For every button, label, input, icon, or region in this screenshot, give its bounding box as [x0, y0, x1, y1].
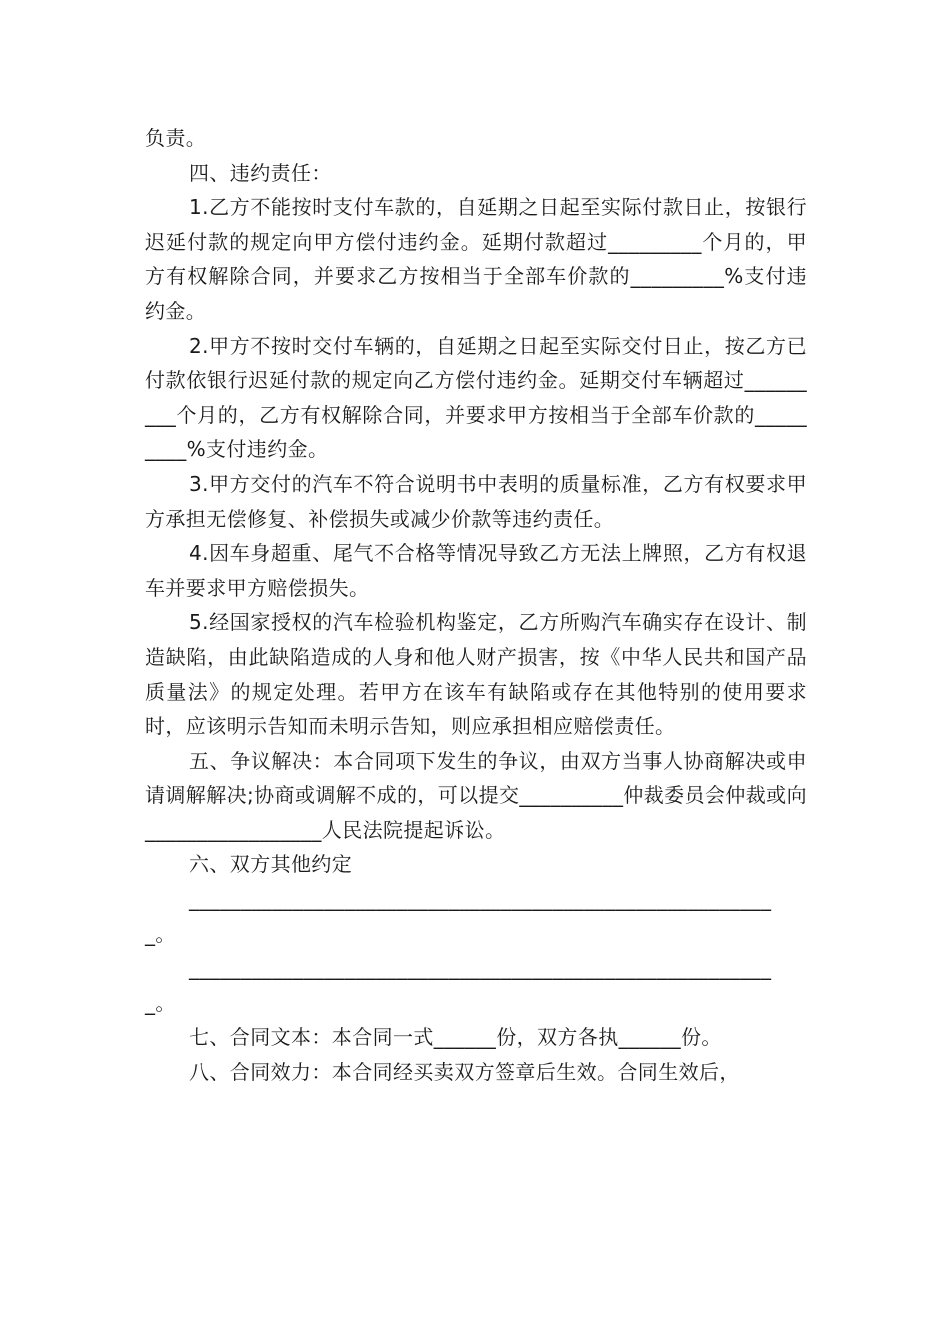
- clause-3-quality-standard: 3.甲方交付的汽车不符合说明书中表明的质量标准，乙方有权要求甲方承担无偿修复、补偿损失或减少价款等违约责任。: [145, 471, 807, 531]
- blank-line-2-end: _。: [145, 990, 176, 1015]
- section-contract-effect: 八、合同效力：本合同经买卖双方签章后生效。合同生效后，: [189, 1060, 740, 1085]
- blank-line-1-end: _。: [145, 921, 176, 946]
- clause-5-design-defect: 5.经国家授权的汽车检验机构鉴定，乙方所购汽车确实存在设计、制造缺陷，由此缺陷造成的人身和他人财产损害，按《中华人民共和国产品质量法》的规定处理。若甲方在该车有缺陷或存在其他特别的使用要求时，应该明示告知而未明示告知，则应承担相应赔偿责任。: [145, 610, 807, 739]
- document-body: [145, 121, 807, 1090]
- section-contract-copies: 七、合同文本：本合同一式______份，双方各执______份。: [189, 1025, 722, 1050]
- clause-2-late-delivery: 2.甲方不按时交付车辆的，自延期之日起至实际交付日止，按乙方已付款依银行迟延付款的规定向乙方偿付违约金。延期交付车辆超过_________个月的，乙方有权解除合同，并要求甲方按相当于全部车价款的_________%支付违约金。: [145, 333, 807, 462]
- section-heading-breach-liability: 四、违约责任：: [189, 160, 332, 185]
- section-other-agreements: 六、双方其他约定: [189, 852, 353, 877]
- blank-line-1: ________________________________________________________: [189, 887, 772, 912]
- clause-4-license-plate: 4.因车身超重、尾气不合格等情况导致乙方无法上牌照，乙方有权退车并要求甲方赔偿损失。: [145, 541, 807, 600]
- paragraph-continuation: 负责。: [145, 126, 207, 150]
- blank-line-2: ________________________________________________________: [189, 956, 772, 981]
- clause-1-late-payment: 1.乙方不能按时支付车款的，自延期之日起至实际付款日止，按银行迟延付款的规定向甲方偿付违约金。延期付款超过_________个月的，甲方有权解除合同，并要求乙方按相当于全部车价款的_________%支付违约金。: [145, 195, 807, 323]
- section-dispute-resolution: 五、争议解决：本合同项下发生的争议，由双方当事人协商解决或申请调解解决;协商或调解不成的，可以提交__________仲裁委员会仲裁或向_________________人民法院提起诉讼。: [145, 748, 807, 842]
